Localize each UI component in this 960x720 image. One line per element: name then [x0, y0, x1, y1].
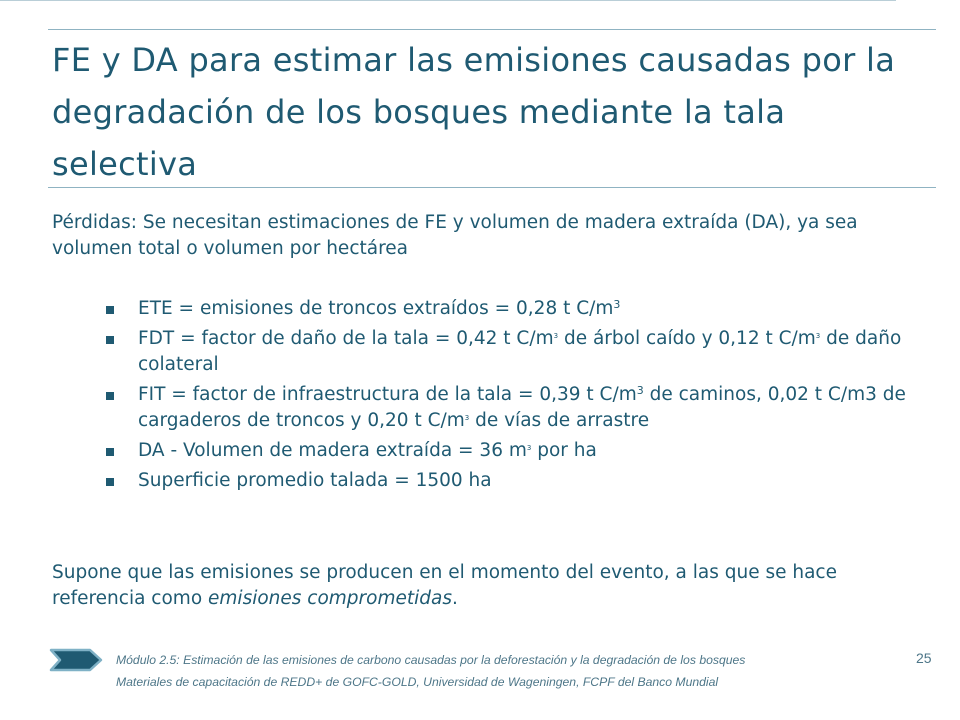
- chevron-arrow-icon: [48, 647, 104, 673]
- bullet-text: FDT = factor de daño de la tala = 0,42 t C/m: [138, 328, 554, 349]
- page-number: 25: [916, 650, 932, 666]
- bullet-text: ETE = emisiones de troncos extraídos = 0,28 t C/m: [138, 298, 614, 319]
- square-bullet-icon: [106, 336, 114, 344]
- superscript: 3: [613, 298, 621, 311]
- square-bullet-icon: [106, 448, 114, 456]
- superscript: 3: [526, 444, 532, 452]
- bullet-text: de vías de arrastre: [469, 410, 650, 431]
- closing-text: Supone que las emisiones se producen en el momento del evento, a las que se hace referencia como: [52, 562, 837, 609]
- superscript: 3: [553, 332, 559, 340]
- slide-title: FE y DA para estimar las emisiones causadas por la degradación de los bosques mediante la tala selectiva: [52, 41, 896, 183]
- title-divider: [48, 187, 936, 188]
- square-bullet-icon: [106, 392, 114, 400]
- square-bullet-icon: [106, 478, 114, 486]
- intro-paragraph: Pérdidas: Se necesitan estimaciones de FE y volumen de madera extraída (DA), ya sea volumen total o volumen por hectárea: [52, 212, 858, 259]
- bullet-item-da: [106, 438, 926, 464]
- bullet-text: de árbol caído y 0,12 t C/m: [558, 328, 816, 349]
- bullet-text: de daño colateral: [138, 328, 902, 375]
- bullet-text: Superficie promedio talada = 1500 ha: [138, 470, 492, 491]
- closing-paragraph: [52, 560, 932, 612]
- footer-module-line: Módulo 2.5: Estimación de las emisiones de carbono causadas por la deforestación y la degradación de los bosques: [116, 653, 746, 667]
- top-rule: [48, 29, 936, 30]
- closing-period: .: [452, 588, 458, 609]
- bullet-text: de caminos, 0,02 t C/m3 de cargaderos de troncos y 0,20 t C/m: [138, 384, 906, 431]
- square-bullet-icon: [106, 306, 114, 314]
- bullet-text: por ha: [531, 440, 597, 461]
- superscript: 3: [636, 384, 644, 397]
- footer-rule: [0, 0, 896, 1]
- bullet-list: [106, 296, 926, 498]
- superscript: 3: [464, 414, 470, 422]
- bullet-text: DA - Volumen de madera extraída = 36 m: [138, 440, 527, 461]
- footer-materials-line: Materiales de capacitación de REDD+ de GOFC-GOLD, Universidad de Wageningen, FCPF del Banco Mundial: [116, 675, 719, 689]
- bullet-text: FIT = factor de infraestructura de la tala = 0,39 t C/m: [138, 384, 637, 405]
- bullet-item-area: [106, 468, 926, 494]
- bullet-item-fit: [106, 382, 926, 434]
- superscript: 3: [815, 332, 821, 340]
- bullet-item-ete: [106, 296, 926, 322]
- bullet-item-fdt: [106, 326, 926, 378]
- closing-emphasis: emisiones comprometidas: [208, 588, 452, 609]
